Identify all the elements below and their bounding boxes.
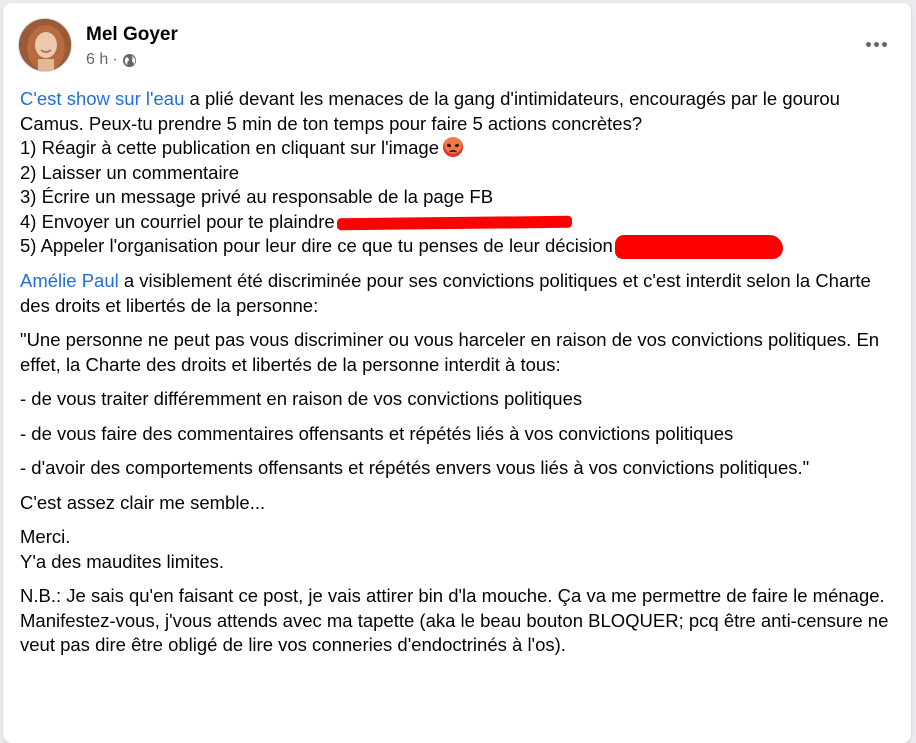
thanks-line-1: Merci. [20, 526, 71, 548]
paragraph-intro [20, 87, 895, 259]
post-header [18, 18, 898, 74]
meta-separator: · [112, 51, 118, 68]
post-meta [86, 51, 137, 69]
thanks-line-2: Y'a des maudites limites. [20, 550, 225, 572]
bullet-3: - d'avoir des comportements offensants et répétés envers vous liés à vos convictions politiques." [20, 457, 810, 479]
avatar-image [19, 19, 72, 72]
action-2: 2) Laisser un commentaire [20, 161, 240, 183]
page-link[interactable]: C'est show sur l'eau [20, 88, 185, 109]
author-name[interactable]: Mel Goyer [86, 24, 178, 45]
more-options-icon[interactable] [858, 32, 894, 56]
action-3: 3) Écrire un message privé au responsable de la page FB [20, 186, 494, 207]
intro-text: a plié devant les menaces de la gang d'intimidateurs, encouragés par le gourou Camus. Peux-tu prendre 5 min de ton temps pour faire 5 actions concrètes? [20, 88, 840, 134]
action-5: 5) Appeler l'organisation pour leur dire ce que tu penses de leur décision [20, 235, 613, 256]
paragraph-discrimination [20, 269, 895, 318]
person-link[interactable]: Amélie Paul [20, 270, 119, 292]
quote-text: "Une personne ne peut pas vous discriminer ou vous harceler en raison de vos convictions politiques. En effet, la Charte des droits et libertés de la personne interdit à tous: [20, 329, 880, 375]
globe-icon[interactable] [122, 53, 137, 68]
action-1: 1) Réagir à cette publication en cliquant sur l'image [20, 137, 439, 158]
post-body [20, 87, 895, 668]
avatar[interactable] [18, 18, 72, 72]
angry-emoji-icon [443, 137, 463, 157]
discrimination-text: a visiblement été discriminée pour ses convictions politiques et c'est interdit selon la Charte des droits et libertés de la personne: [20, 270, 871, 316]
bullet-2: - de vous faire des commentaires offensants et répétés liés à vos convictions politiques [20, 422, 734, 444]
redacted-email [337, 215, 572, 229]
action-4: 4) Envoyer un courriel pour te plaindre [20, 210, 335, 232]
nb-text: N.B.: Je sais qu'en faisant ce post, je vais attirer bin d'la mouche. Ça va me permettre de faire le ménage. Manifestez-vous, j'vous attends avec ma tapette (aka le beau bouton BLOQUER; pcq être anti-censure ne veut pas dire être obligé de lire vos conneries d'endoctrinés à l'os). [20, 585, 889, 656]
thanks-paragraph [20, 525, 895, 574]
redacted-phone [615, 235, 783, 259]
post-card [3, 3, 911, 743]
post-time[interactable]: 6 h [86, 51, 109, 68]
bullet-1: - de vous traiter différemment en raison de vos convictions politiques [20, 388, 583, 410]
clear-text: C'est assez clair me semble... [20, 491, 266, 513]
